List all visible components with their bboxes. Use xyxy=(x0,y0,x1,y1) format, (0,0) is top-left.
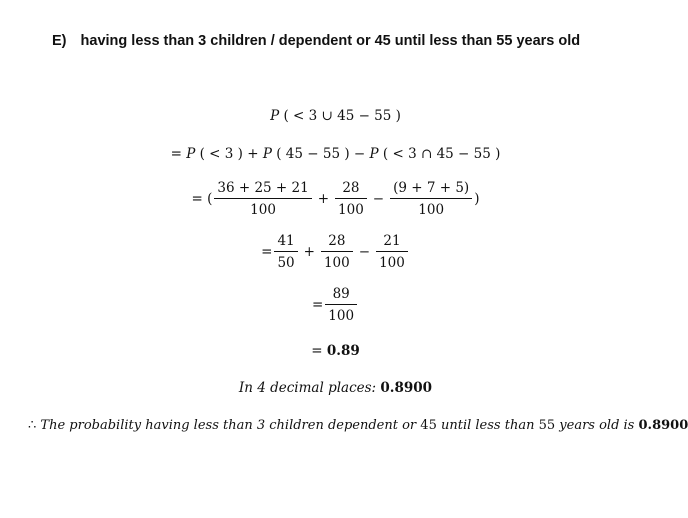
decimal-places-label: In 4 decimal places: xyxy=(238,380,377,396)
denominator: 100 xyxy=(214,198,311,218)
conclusion-text: years old is xyxy=(559,418,635,433)
prob-symbol: P xyxy=(369,146,379,162)
expr-lt3: ( < 3 xyxy=(283,108,318,124)
age-upper: 55 xyxy=(538,418,556,433)
expr-part: ( < 3 ) + xyxy=(199,146,259,162)
conclusion-value: 0.8900 xyxy=(638,418,688,433)
equals-sign: = xyxy=(261,244,273,260)
denominator: 100 xyxy=(335,198,367,218)
equals-sign: = xyxy=(311,343,323,359)
numerator: (9 + 7 + 5) xyxy=(393,180,470,196)
denominator: 50 xyxy=(274,251,297,271)
question-label: E) xyxy=(52,33,67,49)
result-value: 0.89 xyxy=(326,343,360,359)
equation-line-5 xyxy=(0,286,671,324)
fraction xyxy=(274,233,297,271)
fraction xyxy=(214,180,311,218)
fraction xyxy=(376,233,408,271)
question-heading xyxy=(52,33,580,49)
numerator: 28 xyxy=(342,180,360,196)
prob-symbol: P xyxy=(262,146,272,162)
minus-sign: − xyxy=(358,244,371,260)
union-symbol: ∪ xyxy=(321,108,333,124)
conclusion-line xyxy=(28,418,688,433)
equation-line-6 xyxy=(0,343,671,359)
equals-sign: = xyxy=(311,297,324,313)
expr-part: 45 − 55 ) xyxy=(436,146,501,162)
plus-sign: + xyxy=(317,191,330,207)
fraction xyxy=(321,233,353,271)
fraction xyxy=(335,180,367,218)
equation-line-3 xyxy=(0,180,671,218)
denominator: 100 xyxy=(321,251,353,271)
equation-line-4 xyxy=(0,233,671,271)
decimal-result: 0.8900 xyxy=(380,380,433,396)
denominator: 100 xyxy=(325,304,357,324)
plus-sign: + xyxy=(303,244,315,260)
numerator: 89 xyxy=(332,286,350,302)
numerator: 36 + 25 + 21 xyxy=(217,180,309,196)
numerator: 28 xyxy=(328,233,346,249)
numerator: 21 xyxy=(383,233,401,249)
fraction xyxy=(390,180,472,218)
conclusion-text: until less than xyxy=(440,418,535,433)
expr-range: 45 − 55 ) xyxy=(337,108,401,124)
equation-line-1 xyxy=(0,108,671,124)
numerator: 41 xyxy=(277,233,295,249)
fraction xyxy=(325,286,357,324)
expr-part: ( 45 − 55 ) − xyxy=(276,146,366,162)
close-paren: ) xyxy=(474,191,480,207)
denominator: 100 xyxy=(376,251,408,271)
conclusion-text: The probability having less than 3 children dependent or xyxy=(40,418,417,433)
age-lower: 45 xyxy=(420,418,437,433)
prob-symbol: P xyxy=(186,146,196,162)
equation-line-2 xyxy=(0,146,671,162)
therefore-symbol: ∴ xyxy=(28,418,37,433)
expr-part: ( < 3 xyxy=(382,146,417,162)
prob-symbol: P xyxy=(270,108,280,124)
intersection-symbol: ∩ xyxy=(420,146,433,162)
minus-sign: − xyxy=(372,191,385,207)
equals-sign: = ( xyxy=(191,191,213,207)
equals-sign: = xyxy=(170,146,182,162)
denominator: 100 xyxy=(390,198,472,218)
question-text: having less than 3 children / dependent or 45 until less than 55 years old xyxy=(80,33,581,49)
decimal-places-line xyxy=(0,380,671,396)
